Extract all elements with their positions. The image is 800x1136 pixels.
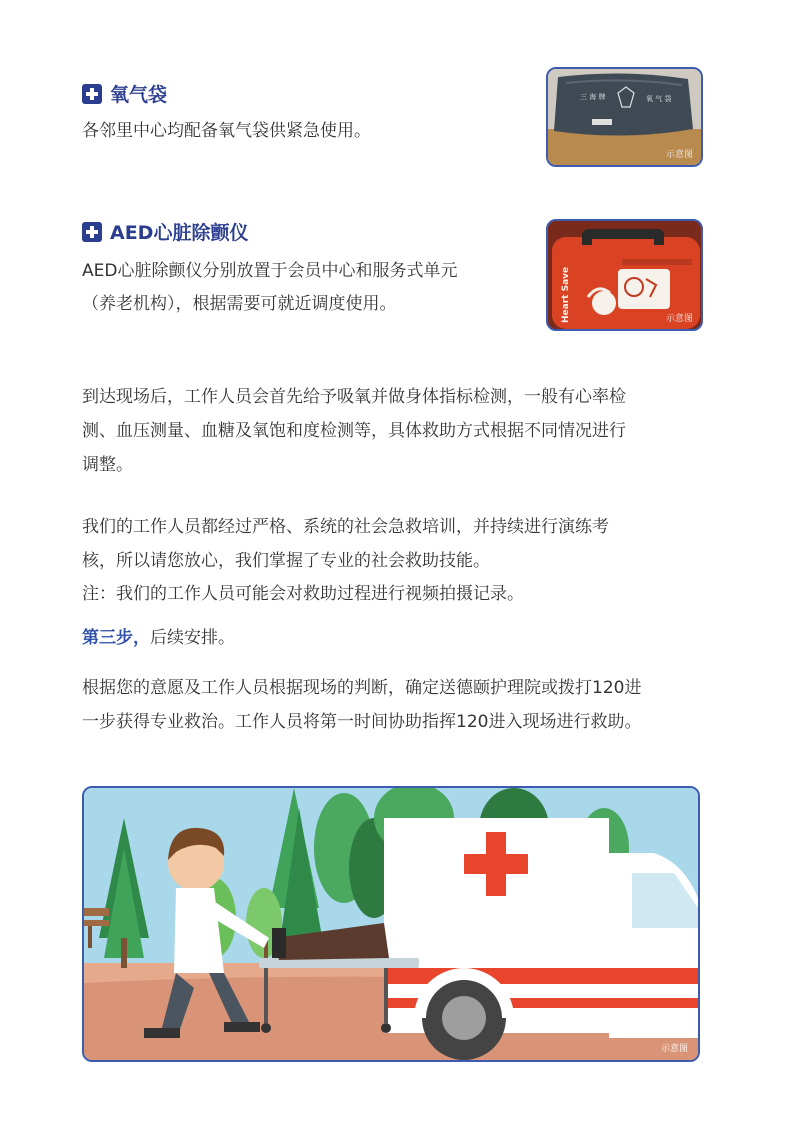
aed-title: AED心脏除颤仪 [110, 222, 249, 244]
svg-text:氧 气 袋: 氧 气 袋 [646, 95, 672, 103]
aed-description-line1: AED心脏除颤仪分别放置于会员中心和服务式单元 [82, 261, 458, 281]
para1-line3: 调整。 [82, 455, 133, 475]
illustration-caption: 示意图 [660, 1044, 688, 1054]
oxygen-description: 各邻里中心均配备氧气袋供紧急使用。 [82, 121, 371, 141]
oxygen-section-header [82, 80, 167, 107]
plus-icon [82, 222, 102, 242]
aed-description-line2: （养老机构），根据需要可就近调度使用。 [82, 294, 397, 314]
aed-photo-label: Heart Save [561, 266, 571, 323]
para3-line1: 根据您的意愿及工作人员根据现场的判断，确定送德颐护理院或拨打120进 [82, 678, 642, 698]
step3-text: 后续安排。 [150, 628, 235, 648]
svg-text:三 海 牌: 三 海 牌 [580, 93, 606, 101]
para1-line1: 到达现场后，工作人员会首先给予吸氧并做身体指标检测，一般有心率检 [82, 387, 626, 407]
ambulance-stretcher-illustration [82, 786, 700, 1062]
aed-device-photo [546, 219, 703, 331]
aed-section-header [82, 218, 248, 245]
para1-line2: 测、血压测量、血糖及氧饱和度检测等，具体救助方式根据不同情况进行 [82, 421, 626, 441]
para2-line2: 核，所以请您放心，我们掌握了专业的社会救助技能。 [82, 551, 490, 571]
aed-photo-caption: 示意图 [665, 314, 693, 324]
para2-note: 注：我们的工作人员可能会对救助过程进行视频拍摄记录。 [82, 584, 524, 604]
oxygen-bag-photo [546, 67, 703, 167]
plus-icon [82, 84, 102, 104]
oxygen-title: 氧气袋 [110, 84, 168, 106]
step3-heading [82, 621, 235, 655]
para3-line2: 一步获得专业救治。工作人员将第一时间协助指挥120进入现场进行救助。 [82, 712, 642, 732]
oxygen-photo-caption: 示意图 [665, 150, 693, 160]
para2-line1: 我们的工作人员都经过严格、系统的社会急救培训，并持续进行演练考 [82, 517, 609, 537]
step3-label: 第三步， [82, 628, 150, 648]
